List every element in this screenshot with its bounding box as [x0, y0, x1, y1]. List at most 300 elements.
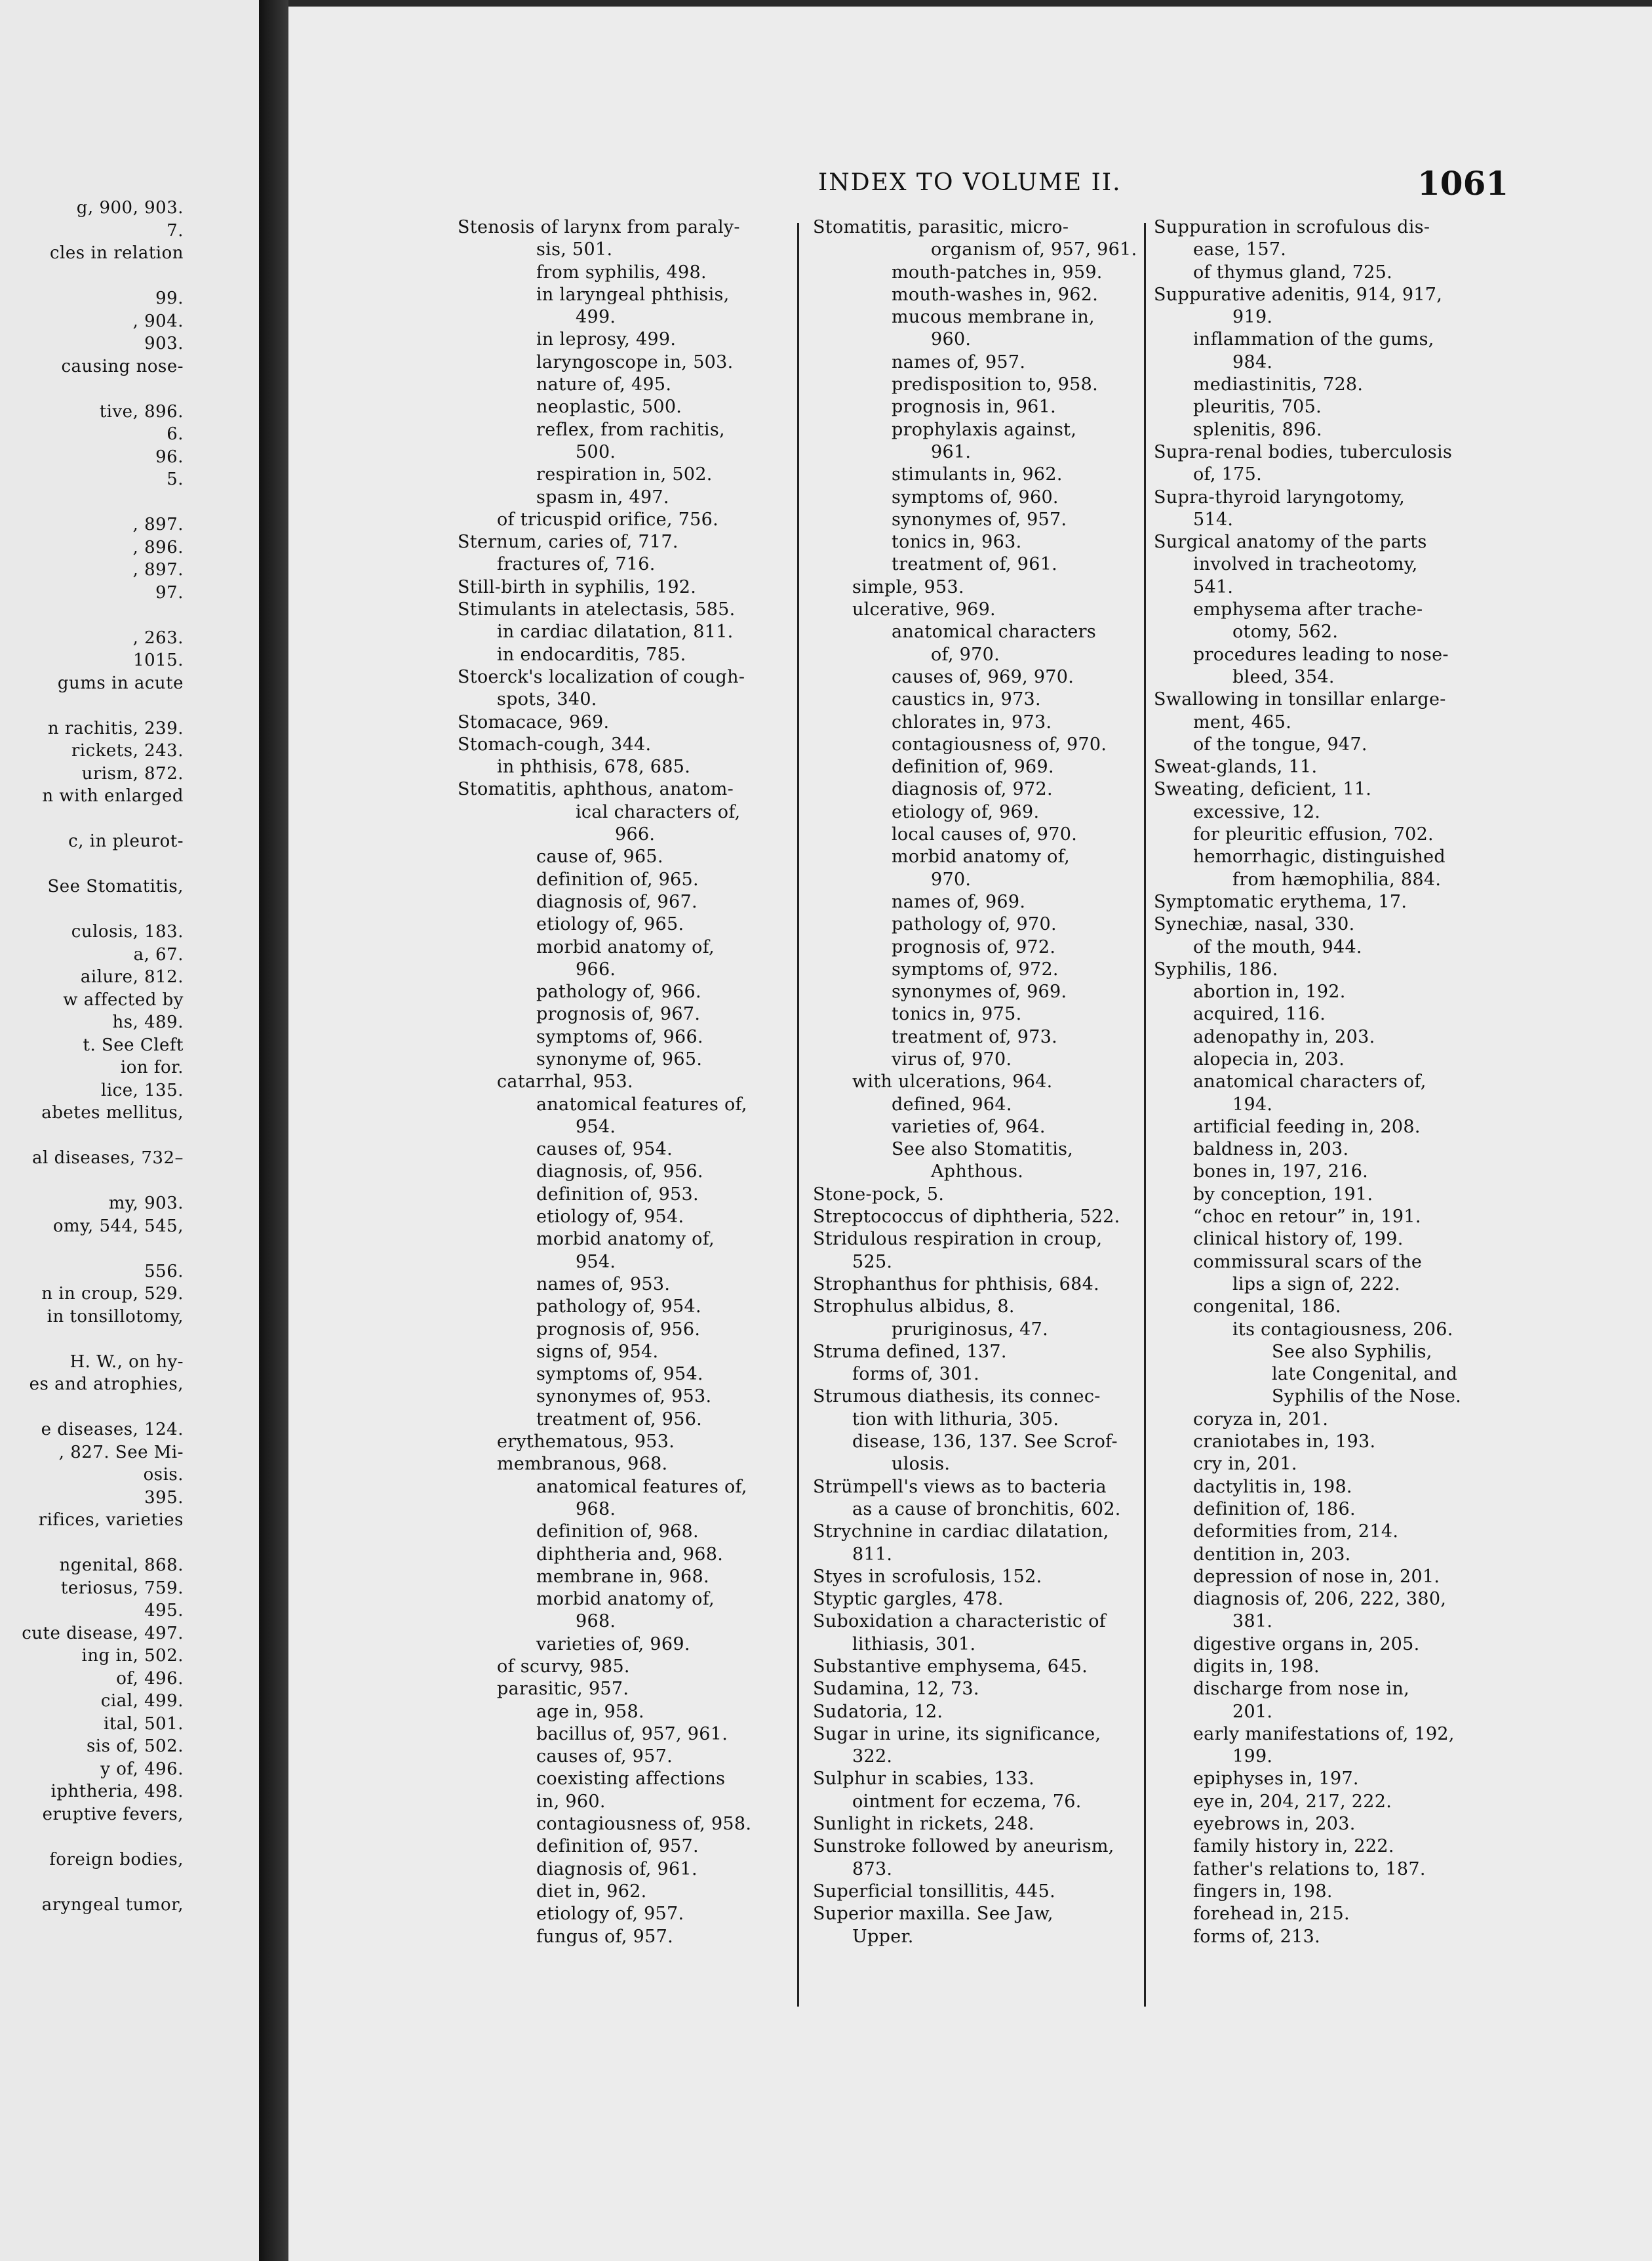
index-subentry: ulcerative, 969. — [852, 599, 996, 620]
index-subentry: late Congenital, and — [1272, 1364, 1458, 1385]
left-page-line: al diseases, 732– — [32, 1148, 184, 1168]
index-subentry: as a cause of bronchitis, 602. — [852, 1498, 1121, 1519]
index-entry-heading: Sweat-glands, 11. — [1154, 757, 1318, 778]
left-page-line: 495. — [144, 1601, 184, 1620]
left-page-line: omy, 544, 545, — [52, 1216, 184, 1236]
index-column-3 — [1154, 216, 1521, 1948]
index-entry-heading: Surgical anatomy of the parts — [1154, 532, 1427, 553]
index-subentry: See also Stomatitis, — [892, 1139, 1074, 1160]
index-subentry: pleuritis, 705. — [1193, 397, 1322, 418]
index-subentry: mouth-washes in, 962. — [892, 284, 1099, 305]
index-subentry: coexisting affections — [536, 1769, 726, 1790]
left-page-line: See Stomatitis, — [47, 877, 184, 896]
index-subentry: morbid anatomy of, — [892, 847, 1070, 868]
index-subentry: eyebrows in, 203. — [1193, 1814, 1356, 1835]
index-subentry: bleed, 354. — [1232, 666, 1335, 687]
index-subentry: Syphilis of the Nose. — [1272, 1386, 1461, 1407]
index-subentry: mouth-patches in, 959. — [892, 262, 1103, 283]
index-subentry: treatment of, 956. — [536, 1409, 703, 1430]
index-entry-heading: Stimulants in atelectasis, 585. — [458, 599, 736, 620]
index-subentry: sis, 501. — [536, 239, 613, 260]
index-subentry: synonymes of, 969. — [892, 982, 1067, 1003]
index-subentry: 968. — [576, 1498, 616, 1519]
left-page-line: 5. — [167, 470, 184, 489]
left-page-line: eruptive fevers, — [42, 1804, 184, 1824]
index-entry-heading: Sunstroke followed by aneurism, — [813, 1836, 1114, 1857]
index-subentry: bacillus of, 957, 961. — [536, 1723, 728, 1744]
left-page-line: a, 67. — [133, 944, 184, 965]
index-subentry: treatment of, 973. — [892, 1026, 1058, 1047]
index-subentry: clinical history of, 199. — [1193, 1229, 1404, 1250]
index-subentry: tion with lithuria, 305. — [852, 1409, 1059, 1430]
left-page-line: ing in, 502. — [81, 1646, 184, 1666]
index-subentry: by conception, 191. — [1193, 1184, 1373, 1205]
index-column-1 — [458, 216, 785, 1948]
index-subentry: diagnosis of, 206, 222, 380, — [1193, 1589, 1447, 1610]
index-subentry: 541. — [1193, 576, 1234, 597]
index-subentry: of, 175. — [1193, 464, 1262, 485]
left-page-line: es and atrophies, — [29, 1374, 184, 1394]
index-subentry: 966. — [576, 959, 616, 980]
left-page-line: sis of, 502. — [86, 1736, 184, 1756]
index-subentry: signs of, 954. — [536, 1341, 659, 1362]
index-subentry: stimulants in, 962. — [892, 464, 1063, 485]
index-subentry: 201. — [1232, 1701, 1273, 1722]
index-entry-heading: Styptic gargles, 478. — [813, 1589, 1004, 1610]
index-subentry: neoplastic, 500. — [536, 397, 682, 418]
left-page-line: ion for. — [120, 1058, 184, 1077]
index-entry-heading: Symptomatic erythema, 17. — [1154, 891, 1407, 912]
index-subentry: congenital, 186. — [1193, 1296, 1341, 1317]
index-subentry: diagnosis of, 967. — [536, 891, 698, 912]
index-subentry: definition of, 957. — [536, 1836, 699, 1857]
index-subentry: age in, 958. — [536, 1701, 644, 1722]
index-entry-heading: Stoerck's localization of cough- — [458, 666, 745, 687]
index-subentry: in endocarditis, 785. — [497, 644, 686, 665]
index-subentry: Upper. — [852, 1926, 914, 1947]
left-page-line: teriosus, 759. — [60, 1578, 184, 1598]
index-entry-heading: Sweating, deficient, 11. — [1154, 779, 1372, 800]
index-subentry: forms of, 213. — [1193, 1926, 1320, 1947]
index-subentry: bones in, 197, 216. — [1193, 1161, 1369, 1182]
index-subentry: of, 970. — [931, 644, 1000, 665]
index-subentry: 968. — [576, 1611, 616, 1632]
left-page-line: 99. — [155, 289, 184, 308]
index-subentry: pathology of, 954. — [536, 1296, 701, 1317]
index-subentry: abortion in, 192. — [1193, 982, 1346, 1003]
index-subentry: morbid anatomy of, — [536, 1229, 715, 1250]
left-page-line: culosis, 183. — [71, 922, 184, 942]
index-subentry: names of, 969. — [892, 891, 1026, 912]
index-subentry: anatomical characters — [892, 622, 1096, 643]
index-subentry: virus of, 970. — [892, 1049, 1012, 1070]
index-subentry: tonics in, 963. — [892, 532, 1022, 553]
index-subentry: varieties of, 969. — [536, 1633, 690, 1654]
index-subentry: names of, 957. — [892, 351, 1026, 372]
index-entry-heading: Sternum, caries of, 717. — [458, 532, 678, 553]
index-subentry: forehead in, 215. — [1193, 1904, 1350, 1925]
index-subentry: symptoms of, 954. — [536, 1364, 703, 1385]
index-subentry: lips a sign of, 222. — [1232, 1273, 1400, 1294]
index-subentry: caustics in, 973. — [892, 689, 1041, 710]
index-subentry: of thymus gland, 725. — [1193, 262, 1393, 283]
running-title: INDEX TO VOLUME II. — [818, 169, 1122, 196]
left-page-line: n in croup, 529. — [41, 1284, 184, 1304]
index-subentry: symptoms of, 966. — [536, 1026, 703, 1047]
index-subentry: etiology of, 954. — [536, 1207, 684, 1228]
index-subentry: disease, 136, 137. See Scrof- — [852, 1431, 1118, 1452]
index-entry-heading: Supra-renal bodies, tuberculosis — [1154, 441, 1453, 462]
index-subentry: 873. — [852, 1858, 893, 1879]
index-subentry: diagnosis, of, 956. — [536, 1161, 703, 1182]
index-subentry: of the tongue, 947. — [1193, 734, 1367, 755]
index-subentry: from hæmophilia, 884. — [1232, 869, 1442, 890]
index-subentry: 966. — [615, 824, 656, 845]
index-subentry: causes of, 969, 970. — [892, 666, 1074, 687]
left-page-line: 97. — [155, 582, 184, 603]
left-page-line: aryngeal tumor, — [41, 1894, 184, 1915]
column-rule — [797, 223, 799, 2007]
left-page-line: , 897. — [132, 515, 184, 534]
left-page-line: n with enlarged — [42, 786, 184, 806]
index-subentry: alopecia in, 203. — [1193, 1049, 1345, 1070]
index-subentry: causes of, 957. — [536, 1746, 673, 1767]
left-page-line: , 263. — [132, 628, 184, 648]
index-subentry: spots, 340. — [497, 689, 597, 710]
index-entry-heading: Sulphur in scabies, 133. — [813, 1769, 1034, 1790]
index-subentry: definition of, 969. — [892, 757, 1054, 778]
index-subentry: from syphilis, 498. — [536, 262, 707, 283]
index-subentry: pathology of, 966. — [536, 982, 701, 1003]
index-subentry: family history in, 222. — [1193, 1836, 1394, 1857]
index-subentry: respiration in, 502. — [536, 464, 713, 485]
left-page-line: ailure, 812. — [80, 967, 184, 987]
index-entry-heading: Stomacace, 969. — [458, 711, 610, 732]
index-subentry: mucous membrane in, — [892, 307, 1095, 328]
index-subentry: prognosis in, 961. — [892, 397, 1057, 418]
index-subentry: in cardiac dilatation, 811. — [497, 622, 734, 643]
index-entry-heading: Sudamina, 12, 73. — [813, 1679, 979, 1700]
index-subentry: 525. — [852, 1251, 893, 1272]
index-subentry: pathology of, 970. — [892, 914, 1057, 935]
index-subentry: in laryngeal phthisis, — [536, 284, 730, 305]
index-subentry: chlorates in, 973. — [892, 711, 1052, 732]
index-subentry: deformities from, 214. — [1193, 1521, 1399, 1542]
index-subentry: 199. — [1232, 1746, 1273, 1767]
left-page-line: rifices, varieties — [38, 1510, 184, 1530]
index-subentry: erythematous, 953. — [497, 1431, 675, 1452]
index-subentry: fractures of, 716. — [497, 554, 656, 575]
left-page-line: , 904. — [132, 311, 184, 331]
left-page-line: 556. — [144, 1261, 184, 1281]
index-subentry: definition of, 953. — [536, 1184, 699, 1205]
index-subentry: morbid anatomy of, — [536, 1589, 715, 1610]
left-page-line: g, 900, 903. — [76, 198, 184, 218]
index-subentry: early manifestations of, 192, — [1193, 1723, 1455, 1744]
index-subentry: treatment of, 961. — [892, 554, 1058, 575]
left-page-line: ital, 501. — [104, 1713, 184, 1734]
index-subentry: depression of nose in, 201. — [1193, 1566, 1440, 1587]
left-page-line: 96. — [155, 447, 184, 467]
left-page-line: n rachitis, 239. — [47, 718, 184, 738]
index-subentry: cry in, 201. — [1193, 1454, 1297, 1475]
index-subentry: 194. — [1232, 1094, 1273, 1115]
index-entry-heading: Sudatoria, 12. — [813, 1701, 943, 1722]
index-subentry: 961. — [931, 441, 972, 462]
book-gutter — [259, 0, 288, 2261]
index-entry-heading: Suppurative adenitis, 914, 917, — [1154, 284, 1443, 305]
index-subentry: membrane in, 968. — [536, 1566, 709, 1587]
index-subentry: 811. — [852, 1544, 893, 1565]
index-subentry: its contagiousness, 206. — [1232, 1319, 1453, 1340]
index-subentry: adenopathy in, 203. — [1193, 1026, 1375, 1047]
index-subentry: 322. — [852, 1746, 893, 1767]
index-subentry: laryngoscope in, 503. — [536, 351, 734, 372]
left-page-line: 1015. — [133, 650, 184, 670]
index-subentry: coryza in, 201. — [1193, 1409, 1329, 1430]
left-page-line: in tonsillotomy, — [47, 1306, 184, 1327]
index-subentry: catarrhal, 953. — [497, 1071, 633, 1092]
index-subentry: acquired, 116. — [1193, 1004, 1326, 1025]
left-page-line: 6. — [167, 424, 184, 444]
index-entry-heading: Sunlight in rickets, 248. — [813, 1814, 1034, 1835]
index-subentry: etiology of, 969. — [892, 801, 1040, 822]
index-subentry: symptoms of, 972. — [892, 959, 1059, 980]
left-page-line: 395. — [144, 1487, 184, 1508]
index-subentry: etiology of, 957. — [536, 1904, 684, 1925]
right-page — [288, 7, 1652, 2261]
index-entry-heading: Strumous diathesis, its connec- — [813, 1386, 1101, 1407]
index-subentry: prophylaxis against, — [892, 419, 1077, 440]
index-subentry: pruriginosus, 47. — [892, 1319, 1048, 1340]
index-subentry: fungus of, 957. — [536, 1926, 673, 1947]
left-page-line: , 896. — [132, 537, 184, 557]
left-page-line: 7. — [167, 220, 184, 241]
index-subentry: diagnosis of, 972. — [892, 779, 1053, 800]
left-page-line: ngenital, 868. — [59, 1555, 184, 1575]
index-subentry: Aphthous. — [931, 1161, 1024, 1182]
index-entry-heading: Suboxidation a characteristic of — [813, 1611, 1107, 1632]
index-subentry: nature of, 495. — [536, 374, 672, 395]
index-subentry: synonyme of, 965. — [536, 1049, 703, 1070]
index-subentry: etiology of, 965. — [536, 914, 684, 935]
index-subentry: definition of, 968. — [536, 1521, 699, 1542]
left-page-line: my, 903. — [108, 1193, 184, 1213]
index-subentry: eye in, 204, 217, 222. — [1193, 1791, 1392, 1812]
index-subentry: anatomical features of, — [536, 1476, 747, 1497]
index-entry-heading: Strychnine in cardiac dilatation, — [813, 1521, 1109, 1542]
left-page — [0, 0, 259, 2261]
index-entry-heading: Stenosis of larynx from paraly- — [458, 217, 740, 237]
left-page-line: , 897. — [132, 560, 184, 580]
index-subentry: causes of, 954. — [536, 1139, 673, 1160]
index-subentry: prognosis of, 972. — [892, 936, 1056, 957]
index-subentry: prognosis of, 956. — [536, 1319, 701, 1340]
index-subentry: anatomical characters of, — [1193, 1071, 1426, 1092]
index-entry-heading: Sugar in urine, its significance, — [813, 1723, 1101, 1744]
left-page-line: causing nose- — [61, 356, 184, 376]
index-subentry: forms of, 301. — [852, 1364, 979, 1385]
index-subentry: ment, 465. — [1193, 711, 1292, 732]
left-page-line: 903. — [144, 334, 184, 353]
index-subentry: defined, 964. — [892, 1094, 1012, 1115]
index-subentry: procedures leading to nose- — [1193, 644, 1449, 665]
index-entry-heading: Superficial tonsillitis, 445. — [813, 1881, 1055, 1902]
left-page-line: foreign bodies, — [49, 1849, 184, 1870]
index-entry-heading: Strophanthus for phthisis, 684. — [813, 1273, 1099, 1294]
index-column-2 — [813, 216, 1154, 1948]
left-page-line: abetes mellitus, — [41, 1103, 184, 1123]
left-page-line: hs, 489. — [112, 1012, 184, 1032]
index-subentry: local causes of, 970. — [892, 824, 1078, 845]
index-subentry: of scurvy, 985. — [497, 1656, 630, 1677]
index-subentry: digestive organs in, 205. — [1193, 1633, 1420, 1654]
index-subentry: contagiousness of, 958. — [536, 1814, 752, 1835]
index-entry-heading: Substantive emphysema, 645. — [813, 1656, 1088, 1677]
index-subentry: 954. — [576, 1116, 616, 1137]
index-entry-heading: Syphilis, 186. — [1154, 959, 1278, 980]
index-subentry: dentition in, 203. — [1193, 1544, 1351, 1565]
index-subentry: ointment for eczema, 76. — [852, 1791, 1082, 1812]
index-subentry: ease, 157. — [1193, 239, 1287, 260]
left-page-line: lice, 135. — [101, 1080, 184, 1100]
index-subentry: diphtheria and, 968. — [536, 1544, 724, 1565]
left-page-line: , 827. See Mi- — [58, 1442, 184, 1462]
page-number: 1061 — [1417, 164, 1509, 203]
index-entry-heading: Supra-thyroid laryngotomy, — [1154, 487, 1406, 508]
index-subentry: 919. — [1232, 307, 1273, 328]
index-subentry: otomy, 562. — [1232, 622, 1339, 643]
index-subentry: “choc en retour” in, 191. — [1193, 1207, 1421, 1228]
index-subentry: involved in tracheotomy, — [1193, 554, 1418, 575]
index-subentry: diagnosis of, 961. — [536, 1858, 698, 1879]
index-subentry: father's relations to, 187. — [1193, 1858, 1426, 1879]
index-entry-heading: Strophulus albidus, 8. — [813, 1296, 1015, 1317]
left-page-line: gums in acute — [57, 673, 184, 693]
left-page-line: cles in relation — [50, 243, 184, 263]
index-subentry: lithiasis, 301. — [852, 1633, 976, 1654]
index-subentry: of tricuspid orifice, 756. — [497, 509, 718, 530]
index-subentry: hemorrhagic, distinguished — [1193, 847, 1446, 868]
index-subentry: mediastinitis, 728. — [1193, 374, 1364, 395]
index-entry-heading: Strümpell's views as to bacteria — [813, 1476, 1107, 1497]
left-page-line: tive, 896. — [99, 401, 184, 422]
index-subentry: ulosis. — [892, 1454, 951, 1475]
index-entry-heading: Stone-pock, 5. — [813, 1184, 945, 1205]
index-subentry: spasm in, 497. — [536, 487, 669, 508]
left-page-line: H. W., on hy- — [69, 1351, 184, 1372]
index-subentry: ical characters of, — [576, 801, 741, 822]
index-entry-heading: Stomatitis, parasitic, micro- — [813, 217, 1069, 237]
index-subentry: varieties of, 964. — [892, 1116, 1046, 1137]
index-subentry: symptoms of, 960. — [892, 487, 1059, 508]
index-subentry: craniotabes in, 193. — [1193, 1431, 1376, 1452]
index-subentry: excessive, 12. — [1193, 801, 1321, 822]
index-subentry: tonics in, 975. — [892, 1004, 1022, 1025]
index-subentry: 514. — [1193, 509, 1234, 530]
index-subentry: anatomical features of, — [536, 1094, 747, 1115]
index-entry-heading: Superior maxilla. See Jaw, — [813, 1904, 1053, 1925]
index-subentry: of the mouth, 944. — [1193, 936, 1362, 957]
left-page-line: of, 496. — [116, 1668, 184, 1689]
index-subentry: predisposition to, 958. — [892, 374, 1098, 395]
index-entry-heading: Swallowing in tonsillar enlarge- — [1154, 689, 1446, 710]
index-subentry: epiphyses in, 197. — [1193, 1769, 1359, 1790]
index-subentry: names of, 953. — [536, 1273, 671, 1294]
index-subentry: See also Syphilis, — [1272, 1341, 1432, 1362]
index-subentry: 960. — [931, 329, 972, 350]
left-page-line: iphtheria, 498. — [50, 1782, 184, 1801]
index-subentry: 381. — [1232, 1611, 1273, 1632]
index-subentry: baldness in, 203. — [1193, 1139, 1349, 1160]
left-page-line: urism, 872. — [81, 763, 184, 784]
index-subentry: 499. — [576, 307, 616, 328]
index-subentry: discharge from nose in, — [1193, 1679, 1410, 1700]
index-subentry: 984. — [1232, 351, 1273, 372]
index-subentry: prognosis of, 967. — [536, 1004, 701, 1025]
index-subentry: emphysema after trache- — [1193, 599, 1423, 620]
index-subentry: with ulcerations, 964. — [852, 1071, 1053, 1092]
left-page-line: w affected by — [63, 990, 184, 1010]
index-subentry: commissural scars of the — [1193, 1251, 1423, 1272]
column-rule — [1144, 223, 1146, 2007]
index-subentry: fingers in, 198. — [1193, 1881, 1333, 1902]
index-subentry: reflex, from rachitis, — [536, 419, 725, 440]
index-entry-heading: Stomatitis, aphthous, anatom- — [458, 779, 734, 800]
index-subentry: 970. — [931, 869, 972, 890]
index-subentry: in phthisis, 678, 685. — [497, 757, 691, 778]
index-subentry: definition of, 965. — [536, 869, 699, 890]
index-subentry: membranous, 968. — [497, 1454, 668, 1475]
left-page-line: cial, 499. — [100, 1691, 184, 1711]
index-subentry: digits in, 198. — [1193, 1656, 1320, 1677]
index-entry-heading: Suppuration in scrofulous dis- — [1154, 217, 1430, 237]
index-subentry: 500. — [576, 441, 616, 462]
index-subentry: simple, 953. — [852, 576, 964, 597]
index-entry-heading: Stomach-cough, 344. — [458, 734, 652, 755]
index-subentry: in, 960. — [536, 1791, 606, 1812]
index-entry-heading: Struma defined, 137. — [813, 1341, 1007, 1362]
index-subentry: synonymes of, 953. — [536, 1386, 712, 1407]
index-subentry: in leprosy, 499. — [536, 329, 677, 350]
index-subentry: inflammation of the gums, — [1193, 329, 1434, 350]
index-entry-heading: Styes in scrofulosis, 152. — [813, 1566, 1042, 1587]
index-subentry: cause of, 965. — [536, 847, 663, 868]
index-subentry: definition of, 186. — [1193, 1498, 1356, 1519]
index-subentry: artificial feeding in, 208. — [1193, 1116, 1421, 1137]
left-page-line: osis. — [143, 1465, 184, 1485]
index-entry-heading: Still-birth in syphilis, 192. — [458, 576, 697, 597]
index-entry-heading: Streptococcus of diphtheria, 522. — [813, 1207, 1120, 1228]
index-entry-heading: Stridulous respiration in croup, — [813, 1229, 1103, 1250]
left-page-line: rickets, 243. — [71, 741, 184, 761]
index-entry-heading: Synechiæ, nasal, 330. — [1154, 914, 1355, 935]
index-subentry: organism of, 957, 961. — [931, 239, 1137, 260]
index-subentry: morbid anatomy of, — [536, 936, 715, 957]
index-subentry: diet in, 962. — [536, 1881, 647, 1902]
left-page-line: t. See Cleft — [83, 1035, 184, 1055]
index-subentry: 954. — [576, 1251, 616, 1272]
index-subentry: splenitis, 896. — [1193, 419, 1322, 440]
index-subentry: parasitic, 957. — [497, 1679, 629, 1700]
index-subentry: synonymes of, 957. — [892, 509, 1067, 530]
left-page-line: e diseases, 124. — [41, 1420, 184, 1439]
left-page-line: c, in pleurot- — [68, 831, 184, 851]
index-subentry: dactylitis in, 198. — [1193, 1476, 1352, 1497]
left-page-line: y of, 496. — [100, 1759, 184, 1779]
index-subentry: for pleuritic effusion, 702. — [1193, 824, 1434, 845]
index-subentry: contagiousness of, 970. — [892, 734, 1107, 755]
